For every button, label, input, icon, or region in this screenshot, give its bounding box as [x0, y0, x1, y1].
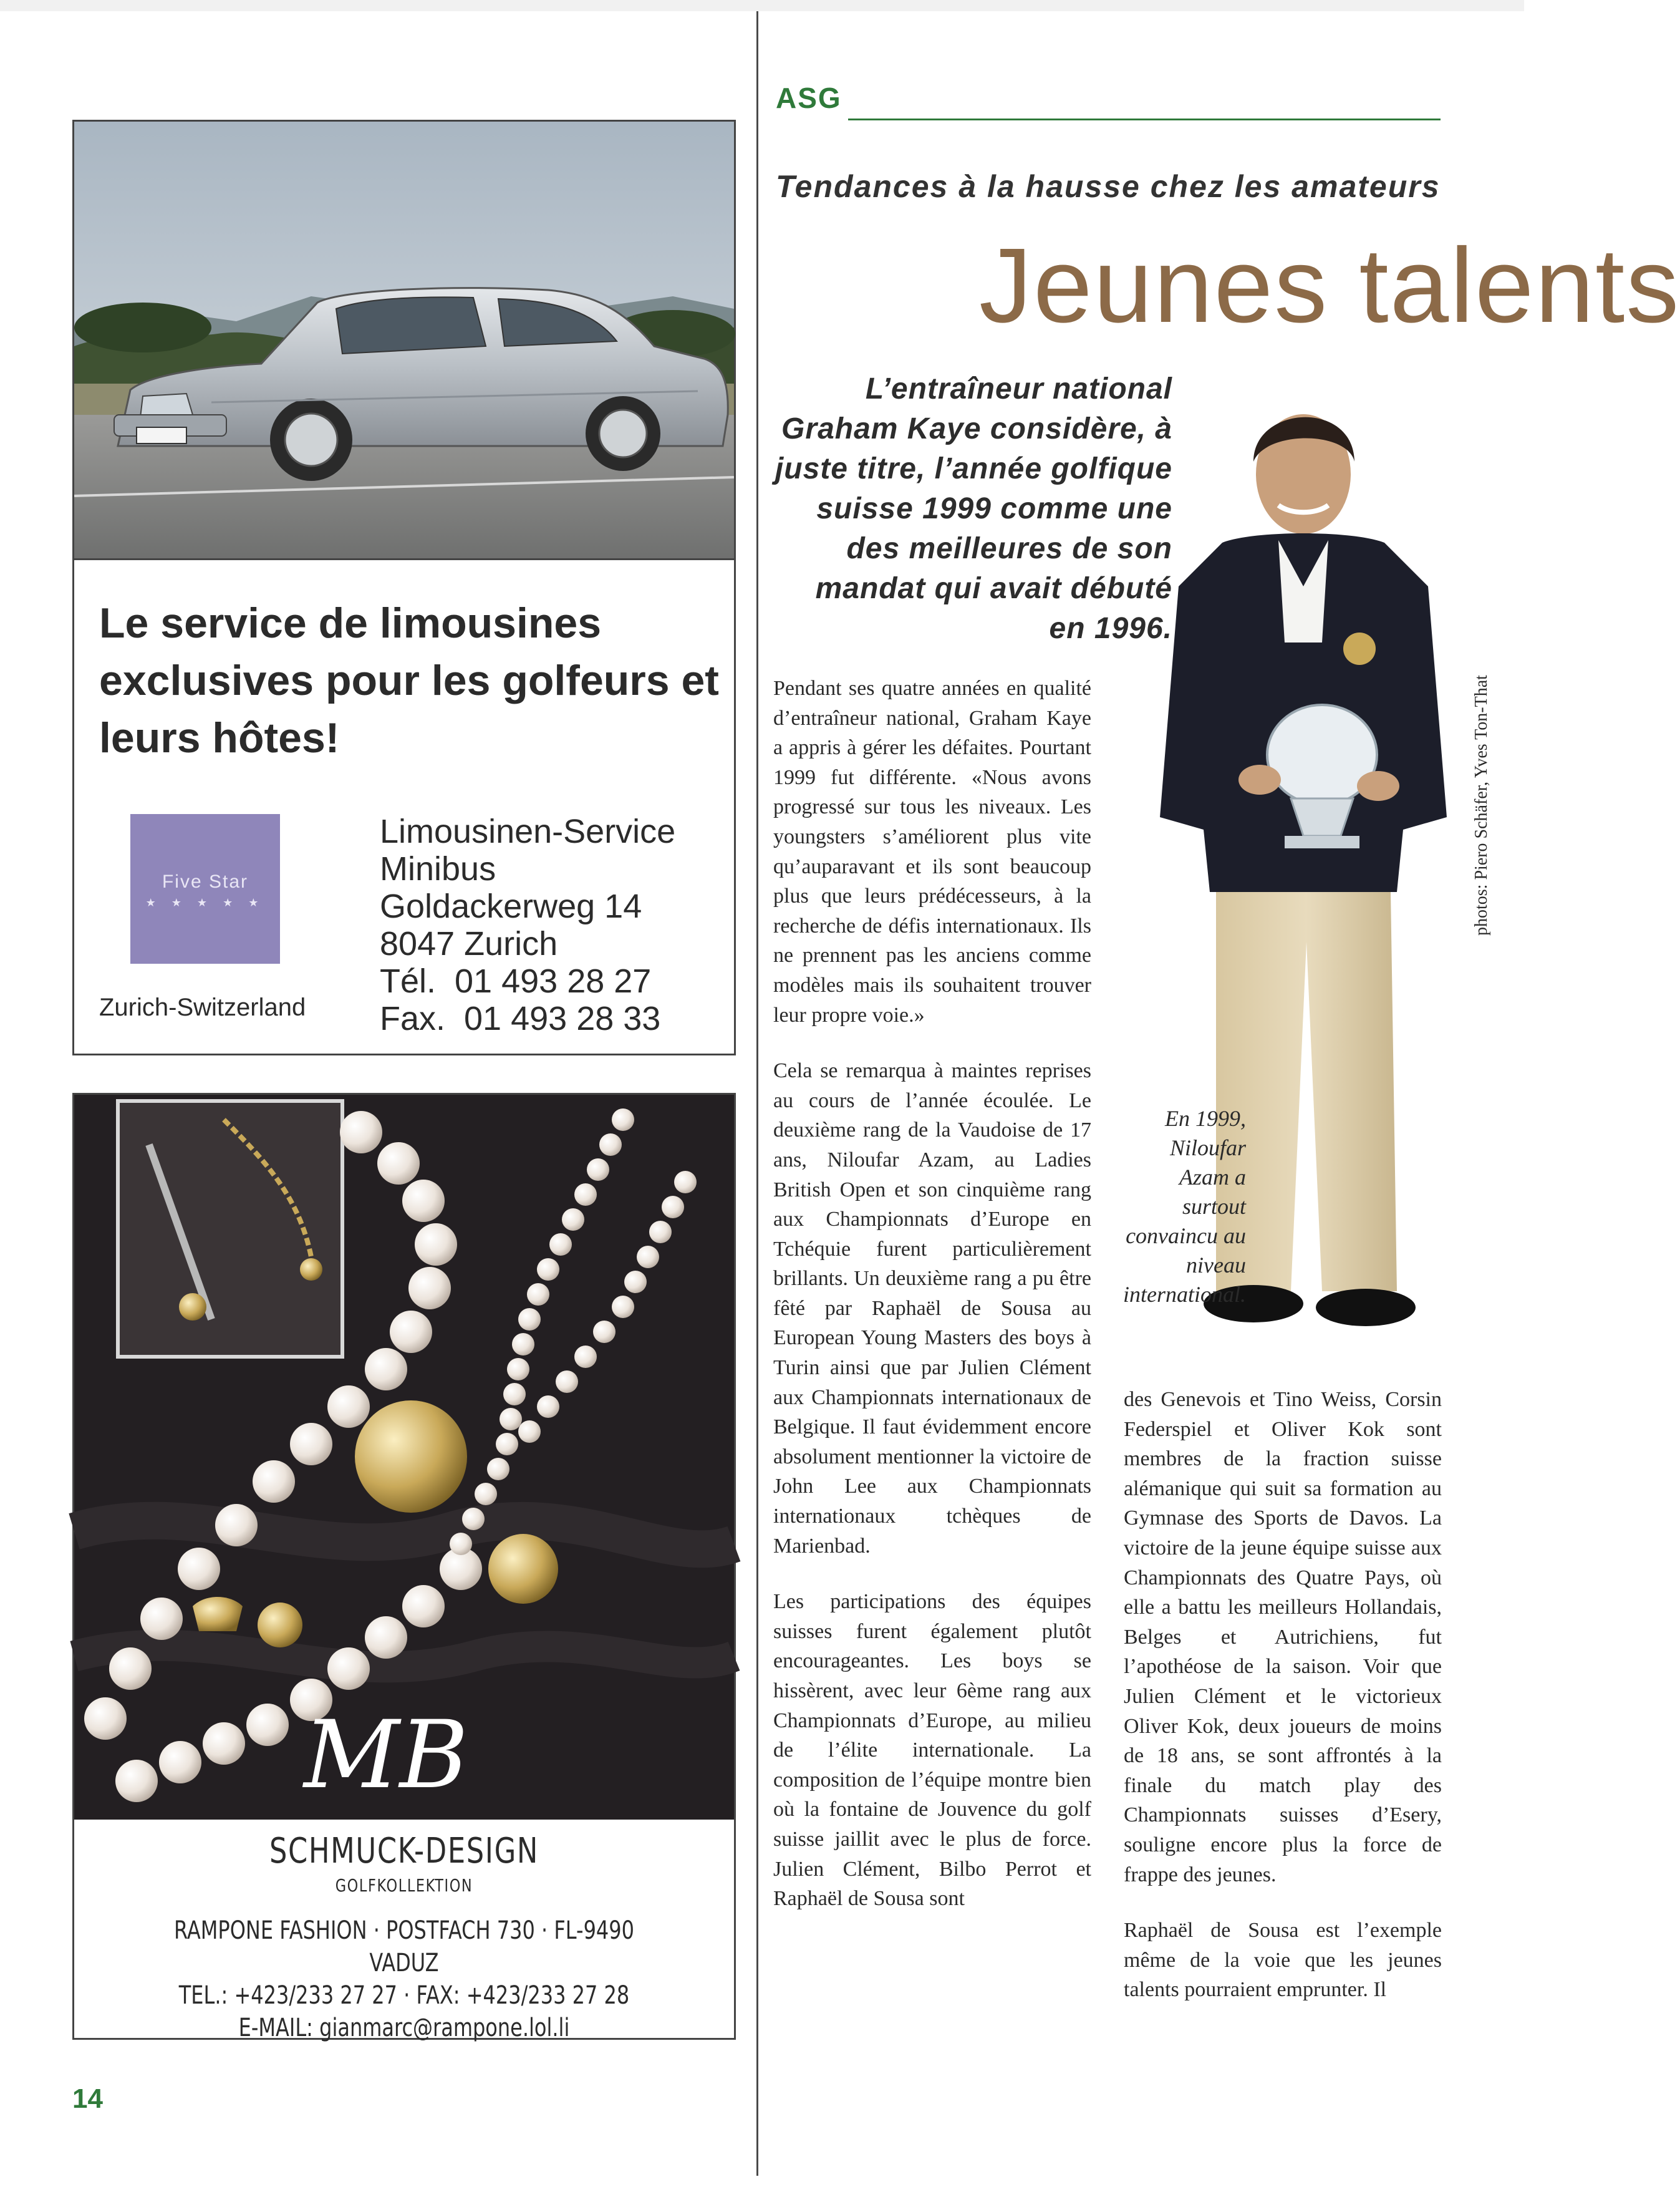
- jewelry-address: RAMPONE FASHION · POSTFACH 730 · FL-9490 VADUZ: [173, 1916, 635, 1977]
- section-rule: [848, 119, 1441, 120]
- jewelry-ad: [72, 1093, 736, 2040]
- article-paragraph: des Genevois et Tino Weiss, Corsin Federspiel et Oliver Kok sont membres de la fraction suisse alémanique qui suit sa formation au Gymnase des Sports de Davos. La victoire de la jeune équipe suisse aux Championnats des Quatre Pays, où elle a battu les meilleurs Hollandais, Belges et Autrichiens, fut l’apothéose de la saison. Voir que Julien Clément et le victorieux Oliver Kok, deux joueurs de moins de 18 ans, se sont affrontés à la finale du match play des Championnats suisses d’Esery, souligne encore plus la force de frappe des jeunes.: [1124, 1388, 1442, 1886]
- article-column-2: [1124, 1385, 1442, 2031]
- center-divider: [756, 11, 758, 2176]
- five-star-logo-text: Five Star: [162, 871, 249, 892]
- jewelry-contact: [140, 1914, 668, 2044]
- jewelry-photo: [74, 1095, 734, 1820]
- jewelry-ad-text: [74, 1831, 734, 2044]
- contact-fax: Fax. 01 493 28 33: [380, 1000, 661, 1037]
- contact-line-minibus: Minibus: [380, 850, 496, 888]
- five-star-stars: ★ ★ ★ ★ ★: [145, 896, 265, 909]
- pearl-necklace-illustration: [74, 1095, 734, 1820]
- jewelry-sub: GOLFKOLLEKTION: [335, 1875, 473, 1896]
- jewelry-brand: SCHMUCK-DESIGN: [269, 1831, 539, 1871]
- car-illustration: [74, 122, 734, 558]
- contact-line-city: 8047 Zurich: [380, 925, 558, 963]
- page-number: 14: [72, 2083, 103, 2114]
- jewelry-phones: TEL.: +423/233 27 27 · FAX: +423/233 27 28: [178, 1981, 630, 2010]
- contact-line-service: Limousinen-Service: [380, 813, 676, 850]
- article-lead: L’entraîneur national Graham Kaye considère, à juste titre, l’année golfique suisse 1999 comme une des meilleures de son mandat qui avait débuté en 1996.: [775, 372, 1172, 645]
- limousine-ad: [72, 120, 736, 1055]
- article-headline: Jeunes talents: [979, 226, 1680, 345]
- five-star-logo: [130, 814, 280, 964]
- jewelry-email: E-MAIL: gianmarc@rampone.lol.li: [238, 2014, 570, 2042]
- car-photo: [74, 122, 734, 560]
- article-paragraph: Raphaël de Sousa est l’exemple même de la voie que les jeunes talents pourraient emprunter. Il: [1124, 1919, 1442, 2002]
- contact-phone: Tél. 01 493 28 27: [380, 963, 652, 1000]
- page-top-rule: [0, 0, 1524, 11]
- jewelry-monogram: MB: [304, 1701, 468, 1810]
- photo-caption: En 1999, Niloufar Azam a surtout convaincu au niveau international.: [1123, 1106, 1246, 1307]
- limousine-location: Zurich-Switzerland: [99, 994, 306, 1021]
- limousine-contact: [380, 813, 675, 1037]
- article-kicker: Tendances à la hausse chez les amateurs: [776, 169, 1441, 204]
- photo-credit: photos: Piero Schäfer, Yves Ton-That: [1472, 675, 1491, 936]
- contact-line-street: Goldackerweg 14: [380, 888, 642, 925]
- article-paragraph: Cela se remarqua à maintes reprises au cours de l’année écoulée. Le deuxième rang de la Vaudoise de 17 ans, Niloufar Azam, au Ladies British Open et son cinquième rang aux Championnats d’Europe en Tchéquie furent particulièrement brillants. Un deuxième rang a pu être fêté par Raphaël de Sousa au European Young Masters des boys à Turin ainsi que par Julien Clément aux Championnats internationaux de Belgique. Il faut évidemment encore absolument mentionner la victoire de John Lee aux Championnats internationaux tchèques de Marienbad.: [773, 1059, 1091, 1558]
- limousine-headline: Le service de limousines exclusives pour les golfeurs et leurs hôtes!: [99, 599, 719, 762]
- article-paragraph: Les participations des équipes suisses furent également plutôt encourageantes. Les boys se hissèrent, avec leur 6ème rang aux Championnats d’Europe, au milieu de l’élite internationale. La composition de l’équipe montre bien où la fontaine de Jouvence du golf suisse jaillit avec le plus de force. Julien Clément, Bilbo Perrot et Raphaël de Sousa sont: [773, 1590, 1091, 1911]
- article-column-1: [773, 674, 1091, 1940]
- section-tag: ASG: [776, 82, 842, 114]
- article-paragraph: Pendant ses quatre années en qualité d’entraîneur national, Graham Kaye a appris à gérer les défaites. Pourtant 1999 fut différente. «Nous avons progressé sur tous les niveaux. Les youngsters s’améliorent plus vite qu’auparavant et ils sont beaucoup plus que leurs prédécesseurs, à la recherche de défis internationaux. Ils ne prennent pas les anciens comme modèles mais ils souhaitent trouver leur propre voie.»: [773, 677, 1091, 1027]
